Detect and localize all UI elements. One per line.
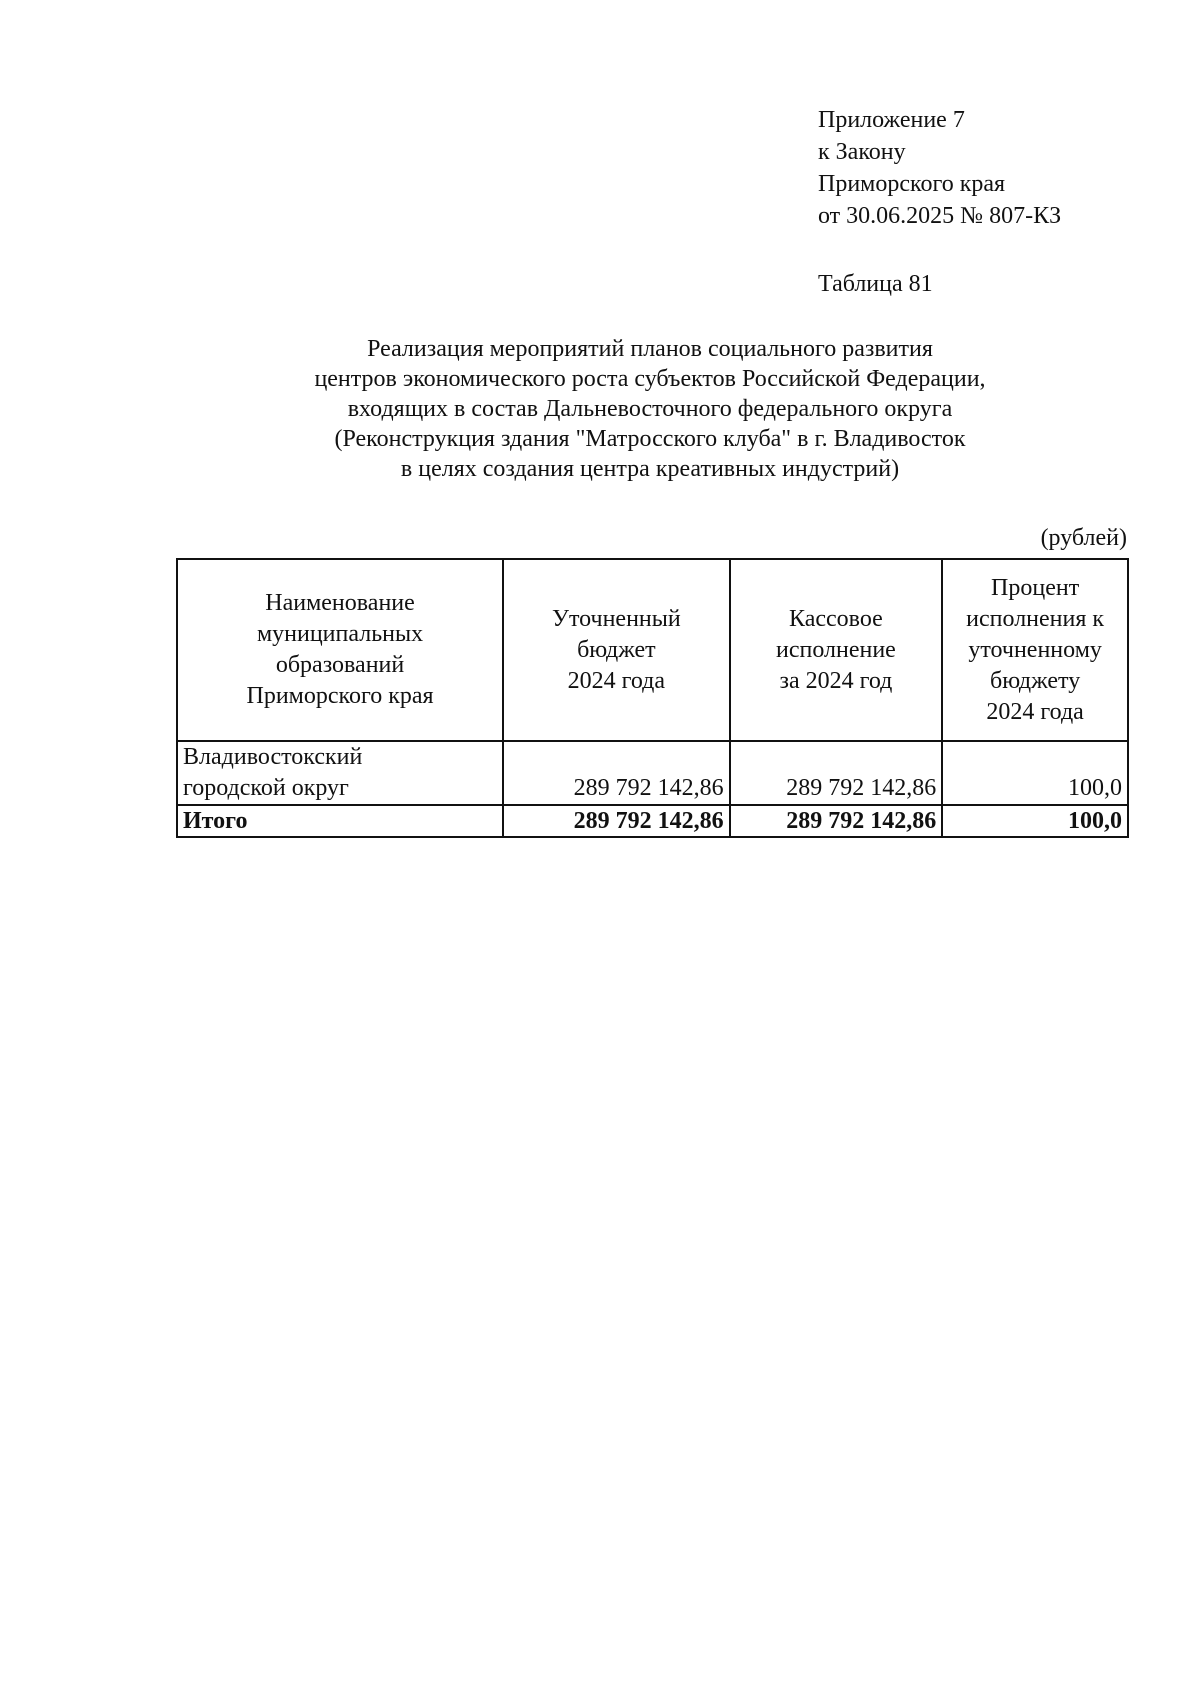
header-execution: Кассовое исполнение за 2024 год — [730, 559, 943, 741]
appendix-line: Приморского края — [818, 171, 1006, 197]
total-row — [177, 805, 1128, 837]
total-label: Итого — [177, 805, 503, 837]
total-budget: 289 792 142,86 — [503, 805, 730, 837]
cell-municipality: Владивостокский городской округ — [177, 741, 503, 805]
title-line: входящих в состав Дальневосточного федерального округа — [347, 396, 953, 422]
document-title — [200, 334, 1100, 484]
cell-percent: 100,0 — [942, 741, 1128, 805]
header-municipality: Наименование муниципальных образований Приморского края — [177, 559, 503, 741]
table-number: Таблица 81 — [818, 271, 933, 297]
title-line: центров экономического роста субъектов Российской Федерации, — [314, 366, 986, 392]
header-budget: Уточненный бюджет 2024 года — [503, 559, 730, 741]
appendix-line: от 30.06.2025 № 807-КЗ — [818, 203, 1062, 229]
cell-budget: 289 792 142,86 — [503, 741, 730, 805]
appendix-line: к Закону — [818, 139, 906, 165]
appendix-line: Приложение 7 — [818, 107, 965, 133]
cell-execution: 289 792 142,86 — [730, 741, 943, 805]
title-line: в целях создания центра креативных индустрий) — [400, 456, 900, 482]
budget-table — [176, 558, 1129, 838]
table-row — [177, 741, 1128, 805]
title-line: (Реконструкция здания "Матросского клуба" в г. Владивосток — [334, 426, 966, 452]
header-percent: Процент исполнения к уточненному бюджету 2024 года — [942, 559, 1128, 741]
header-row — [177, 559, 1128, 741]
title-line: Реализация мероприятий планов социального развития — [367, 336, 933, 362]
total-execution: 289 792 142,86 — [730, 805, 943, 837]
units-label: (рублей) — [1040, 525, 1127, 551]
total-percent: 100,0 — [942, 805, 1128, 837]
appendix-block — [818, 104, 1061, 232]
